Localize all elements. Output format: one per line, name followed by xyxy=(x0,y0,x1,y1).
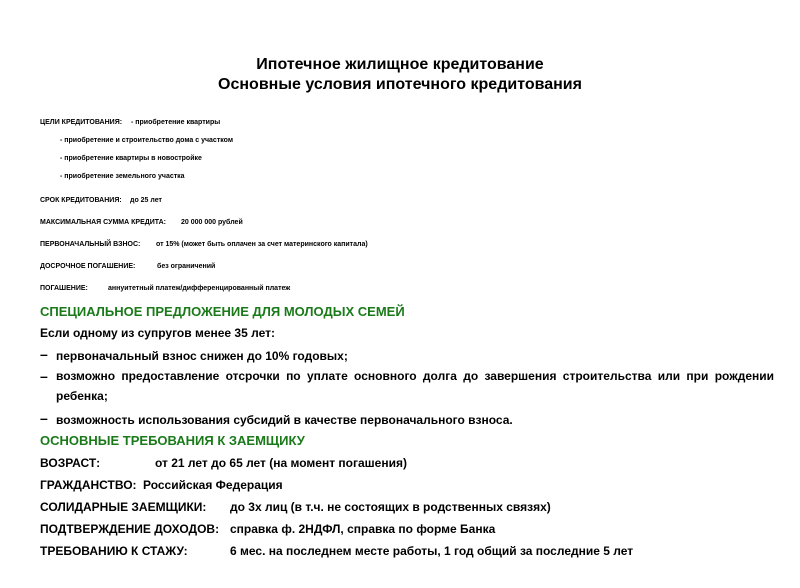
experience-label: ТРЕБОВАНИЮ К СТАЖУ: xyxy=(40,544,188,558)
goal-item: - приобретение квартиры в новостройке xyxy=(60,155,202,162)
term-label: СРОК КРЕДИТОВАНИЯ: xyxy=(40,197,122,204)
citizenship-label: ГРАЖДАНСТВО: xyxy=(40,478,137,492)
income-proof-value: справка ф. 2НДФЛ, справка по форме Банка xyxy=(230,522,496,536)
early-repayment-value: без ограничений xyxy=(157,263,216,270)
goal-item: - приобретение и строительство дома с участком xyxy=(60,137,234,144)
experience-value: 6 мес. на последнем месте работы, 1 год общий за последние 5 лет xyxy=(230,544,634,558)
special-offer-heading: СПЕЦИАЛЬНОЕ ПРЕДЛОЖЕНИЕ ДЛЯ МОЛОДЫХ СЕМЕЙ xyxy=(40,304,405,319)
income-proof-label: ПОДТВЕРЖДЕНИЕ ДОХОДОВ: xyxy=(40,522,220,536)
repayment-label: ПОГАШЕНИЕ: xyxy=(40,285,88,292)
bullet-dash: – xyxy=(40,346,48,362)
age-label: ВОЗРАСТ: xyxy=(40,456,101,470)
special-offer-bullet: первоначальный взнос снижен до 10% годовых; xyxy=(56,349,348,363)
down-payment-value: от 15% (может быть оплачен за счет материнского капитала) xyxy=(156,241,368,248)
citizenship-value: Российская Федерация xyxy=(143,478,283,492)
special-offer-bullet: возможность использования субсидий в качестве первоначального взноса. xyxy=(56,413,513,427)
special-offer-intro: Если одному из супругов менее 35 лет: xyxy=(40,326,275,340)
down-payment-label: ПЕРВОНАЧАЛЬНЫЙ ВЗНОС: xyxy=(40,241,141,248)
early-repayment-label: ДОСРОЧНОЕ ПОГАШЕНИЕ: xyxy=(40,263,136,270)
max-amount-value: 20 000 000 рублей xyxy=(181,219,243,226)
repayment-value: аннуитетный платеж/дифференцированный платеж xyxy=(108,285,291,292)
term-value: до 25 лет xyxy=(130,197,162,204)
goal-item: - приобретение квартиры xyxy=(131,119,221,126)
co-borrowers-value: до 3х лиц (в т.ч. не состоящих в родственных связях) xyxy=(230,500,551,514)
page-title: Ипотечное жилищное кредитование xyxy=(256,56,544,73)
requirements-heading: ОСНОВНЫЕ ТРЕБОВАНИЯ К ЗАЕМЩИКУ xyxy=(40,433,305,448)
goals-label: ЦЕЛИ КРЕДИТОВАНИЯ: xyxy=(40,119,123,126)
max-amount-label: МАКСИМАЛЬНАЯ СУММА КРЕДИТА: xyxy=(40,219,166,226)
bullet-dash: – xyxy=(40,368,48,384)
age-value: от 21 лет до 65 лет (на момент погашения) xyxy=(155,456,407,470)
goal-item: - приобретение земельного участка xyxy=(60,173,185,180)
page-subtitle: Основные условия ипотечного кредитования xyxy=(218,76,582,93)
co-borrowers-label: СОЛИДАРНЫЕ ЗАЕМЩИКИ: xyxy=(40,500,207,514)
bullet-dash: – xyxy=(40,410,48,426)
special-offer-bullet: возможно предоставление отсрочки по уплате основного долга до завершения строительства или при рождении ребенка; xyxy=(56,369,774,403)
